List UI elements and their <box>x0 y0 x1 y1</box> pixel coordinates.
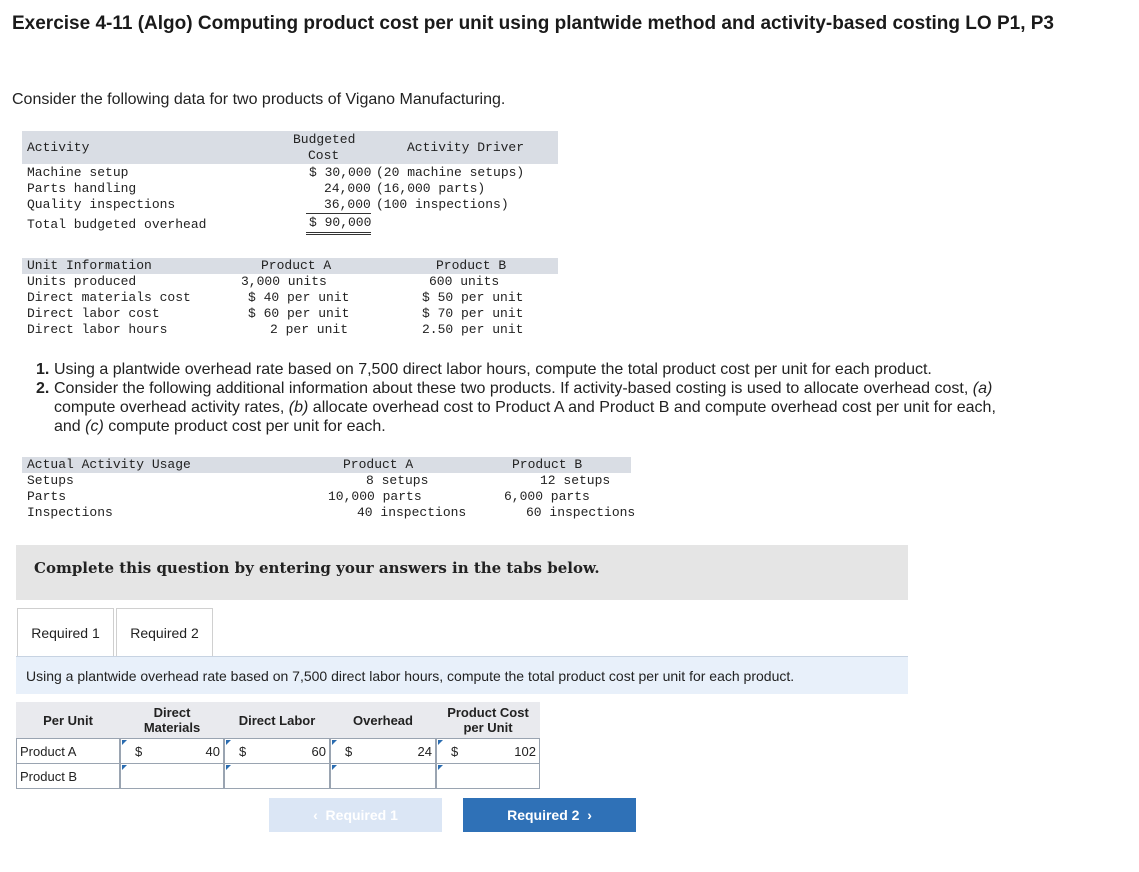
usage-row-a: 40 inspections <box>357 505 467 520</box>
product-a-col-header: Product A <box>261 258 332 273</box>
activity-row-cost: 24,000 <box>324 181 371 196</box>
required-instruction-bar <box>16 656 908 694</box>
answer-flag-icon <box>332 765 337 770</box>
col-header-pc-line2: per Unit <box>463 720 513 735</box>
row-label-product-b: Product B <box>16 764 120 789</box>
answer-flag-icon <box>122 740 127 745</box>
activity-row-driver: (100 inspections) <box>376 197 509 212</box>
answer-flag-icon <box>226 740 231 745</box>
col-header-dm-line2: Materials <box>143 720 201 735</box>
col-header-product-cost <box>436 702 540 738</box>
chevron-right-icon: › <box>579 807 592 823</box>
question-2-text: allocate overhead cost to Product A and Product B and compute overhead cost per unit for each, and <box>54 399 996 435</box>
question-2-part-c: (c) <box>85 418 104 435</box>
usage-table <box>22 457 636 521</box>
prev-button-label: Required 1 <box>325 807 398 823</box>
row-label-product-a: Product A <box>16 739 120 764</box>
question-1 <box>36 360 996 379</box>
usage-row-b: 60 inspections <box>526 505 636 520</box>
activity-col-header: Activity <box>27 140 90 155</box>
answer-flag-icon <box>332 740 337 745</box>
instructions-text: Complete this question by entering your answers in the tabs below. <box>34 559 600 577</box>
unit-row-a: $ 40 per unit <box>248 290 350 305</box>
unit-row-label: Direct labor cost <box>27 306 160 321</box>
total-label: Total budgeted overhead <box>27 217 207 232</box>
usage-row-label: Parts <box>27 489 67 504</box>
question-list <box>36 360 996 436</box>
budgeted-col-header-line2: Cost <box>308 148 340 163</box>
question-1-number: 1. <box>36 361 50 378</box>
question-2-text: compute overhead activity rates, <box>54 399 289 416</box>
question-2-part-b: (b) <box>288 399 309 416</box>
currency-symbol: $ <box>239 744 247 759</box>
activity-row-driver: (20 machine setups) <box>376 165 525 180</box>
unit-row-a: $ 60 per unit <box>248 306 350 321</box>
unit-row-a: 2 per unit <box>270 322 349 337</box>
activity-row-cost: $ 30,000 <box>309 165 372 180</box>
input-product-b-direct-materials[interactable] <box>120 764 224 789</box>
usage-product-a-header: Product A <box>343 457 414 472</box>
driver-col-header: Activity Driver <box>407 140 525 155</box>
col-header-overhead: Overhead <box>330 702 436 738</box>
product-b-col-header: Product B <box>436 258 507 273</box>
usage-product-b-header: Product B <box>512 457 583 472</box>
activity-table <box>22 131 558 241</box>
input-value: 102 <box>514 744 536 759</box>
usage-row-b: 6,000 parts <box>504 489 590 504</box>
currency-symbol: $ <box>345 744 353 759</box>
col-header-per-unit: Per Unit <box>16 702 120 738</box>
total-divider <box>306 213 371 214</box>
unit-info-col-header: Unit Information <box>27 258 152 273</box>
unit-row-a: 3,000 units <box>241 274 327 289</box>
input-product-b-direct-labor[interactable] <box>224 764 330 789</box>
answer-flag-icon <box>122 765 127 770</box>
usage-row-a: 10,000 parts <box>328 489 422 504</box>
input-value: 40 <box>205 744 220 759</box>
intro-text: Consider the following data for two products of Vigano Manufacturing. <box>12 91 506 108</box>
input-product-b-overhead[interactable] <box>330 764 436 789</box>
unit-row-b: 2.50 per unit <box>422 322 524 337</box>
usage-row-b: 12 setups <box>540 473 611 488</box>
tab-required-1[interactable]: Required 1 <box>17 608 114 656</box>
question-2-text: compute product cost per unit for each. <box>103 418 386 435</box>
unit-row-b: $ 70 per unit <box>422 306 524 321</box>
prev-required-button[interactable] <box>269 798 442 832</box>
input-product-a-direct-materials[interactable] <box>120 739 224 764</box>
next-button-label: Required 2 <box>507 807 580 823</box>
total-double-underline <box>306 232 371 235</box>
unit-row-label: Direct materials cost <box>27 290 191 305</box>
col-header-direct-labor: Direct Labor <box>224 702 330 738</box>
question-2 <box>36 379 996 436</box>
answer-flag-icon <box>438 740 443 745</box>
currency-symbol: $ <box>451 744 459 759</box>
col-header-dm-line1: Direct <box>153 705 191 720</box>
input-product-a-direct-labor[interactable] <box>224 739 330 764</box>
total-value: $ 90,000 <box>309 215 372 230</box>
input-product-a-product-cost[interactable] <box>436 739 540 764</box>
unit-row-label: Units produced <box>27 274 137 289</box>
usage-col-header: Actual Activity Usage <box>27 457 191 472</box>
next-required-button[interactable] <box>463 798 636 832</box>
question-2-text: Consider the following additional information about these two products. If activity-based costing is used to allocate overhead cost, <box>54 380 973 397</box>
unit-row-b: $ 50 per unit <box>422 290 524 305</box>
col-header-pc-line1: Product Cost <box>447 705 529 720</box>
instructions-bar <box>16 545 908 600</box>
unit-row-label: Direct labor hours <box>27 322 168 337</box>
question-2-number: 2. <box>36 380 50 397</box>
required-instruction-text: Using a plantwide overhead rate based on 7,500 direct labor hours, compute the total product cost per unit for each product. <box>26 668 795 684</box>
usage-row-label: Setups <box>27 473 74 488</box>
budgeted-col-header-line1: Budgeted <box>293 132 356 147</box>
activity-row-driver: (16,000 parts) <box>376 181 486 196</box>
page-title: Exercise 4-11 (Algo) Computing product cost per unit using plantwide method and activity-based costing LO P1, P3 <box>12 13 1054 34</box>
input-value: 24 <box>417 744 432 759</box>
answer-flag-icon <box>226 765 231 770</box>
input-product-a-overhead[interactable] <box>330 739 436 764</box>
col-header-direct-materials <box>120 702 224 738</box>
input-value: 60 <box>311 744 326 759</box>
chevron-left-icon: ‹ <box>313 807 326 823</box>
activity-row-label: Parts handling <box>27 181 137 196</box>
answer-flag-icon <box>438 765 443 770</box>
question-2-part-a: (a) <box>972 380 993 397</box>
activity-row-label: Machine setup <box>27 165 129 180</box>
question-1-text: Using a plantwide overhead rate based on 7,500 direct labor hours, compute the total product cost per unit for each product. <box>54 361 932 378</box>
currency-symbol: $ <box>135 744 143 759</box>
tab-required-2[interactable]: Required 2 <box>116 608 213 656</box>
activity-row-cost: 36,000 <box>324 197 371 212</box>
usage-row-a: 8 setups <box>366 473 429 488</box>
usage-row-label: Inspections <box>27 505 113 520</box>
input-product-b-product-cost[interactable] <box>436 764 540 789</box>
unit-info-table <box>22 258 558 338</box>
activity-row-label: Quality inspections <box>27 197 176 212</box>
unit-row-b: 600 units <box>429 274 500 289</box>
